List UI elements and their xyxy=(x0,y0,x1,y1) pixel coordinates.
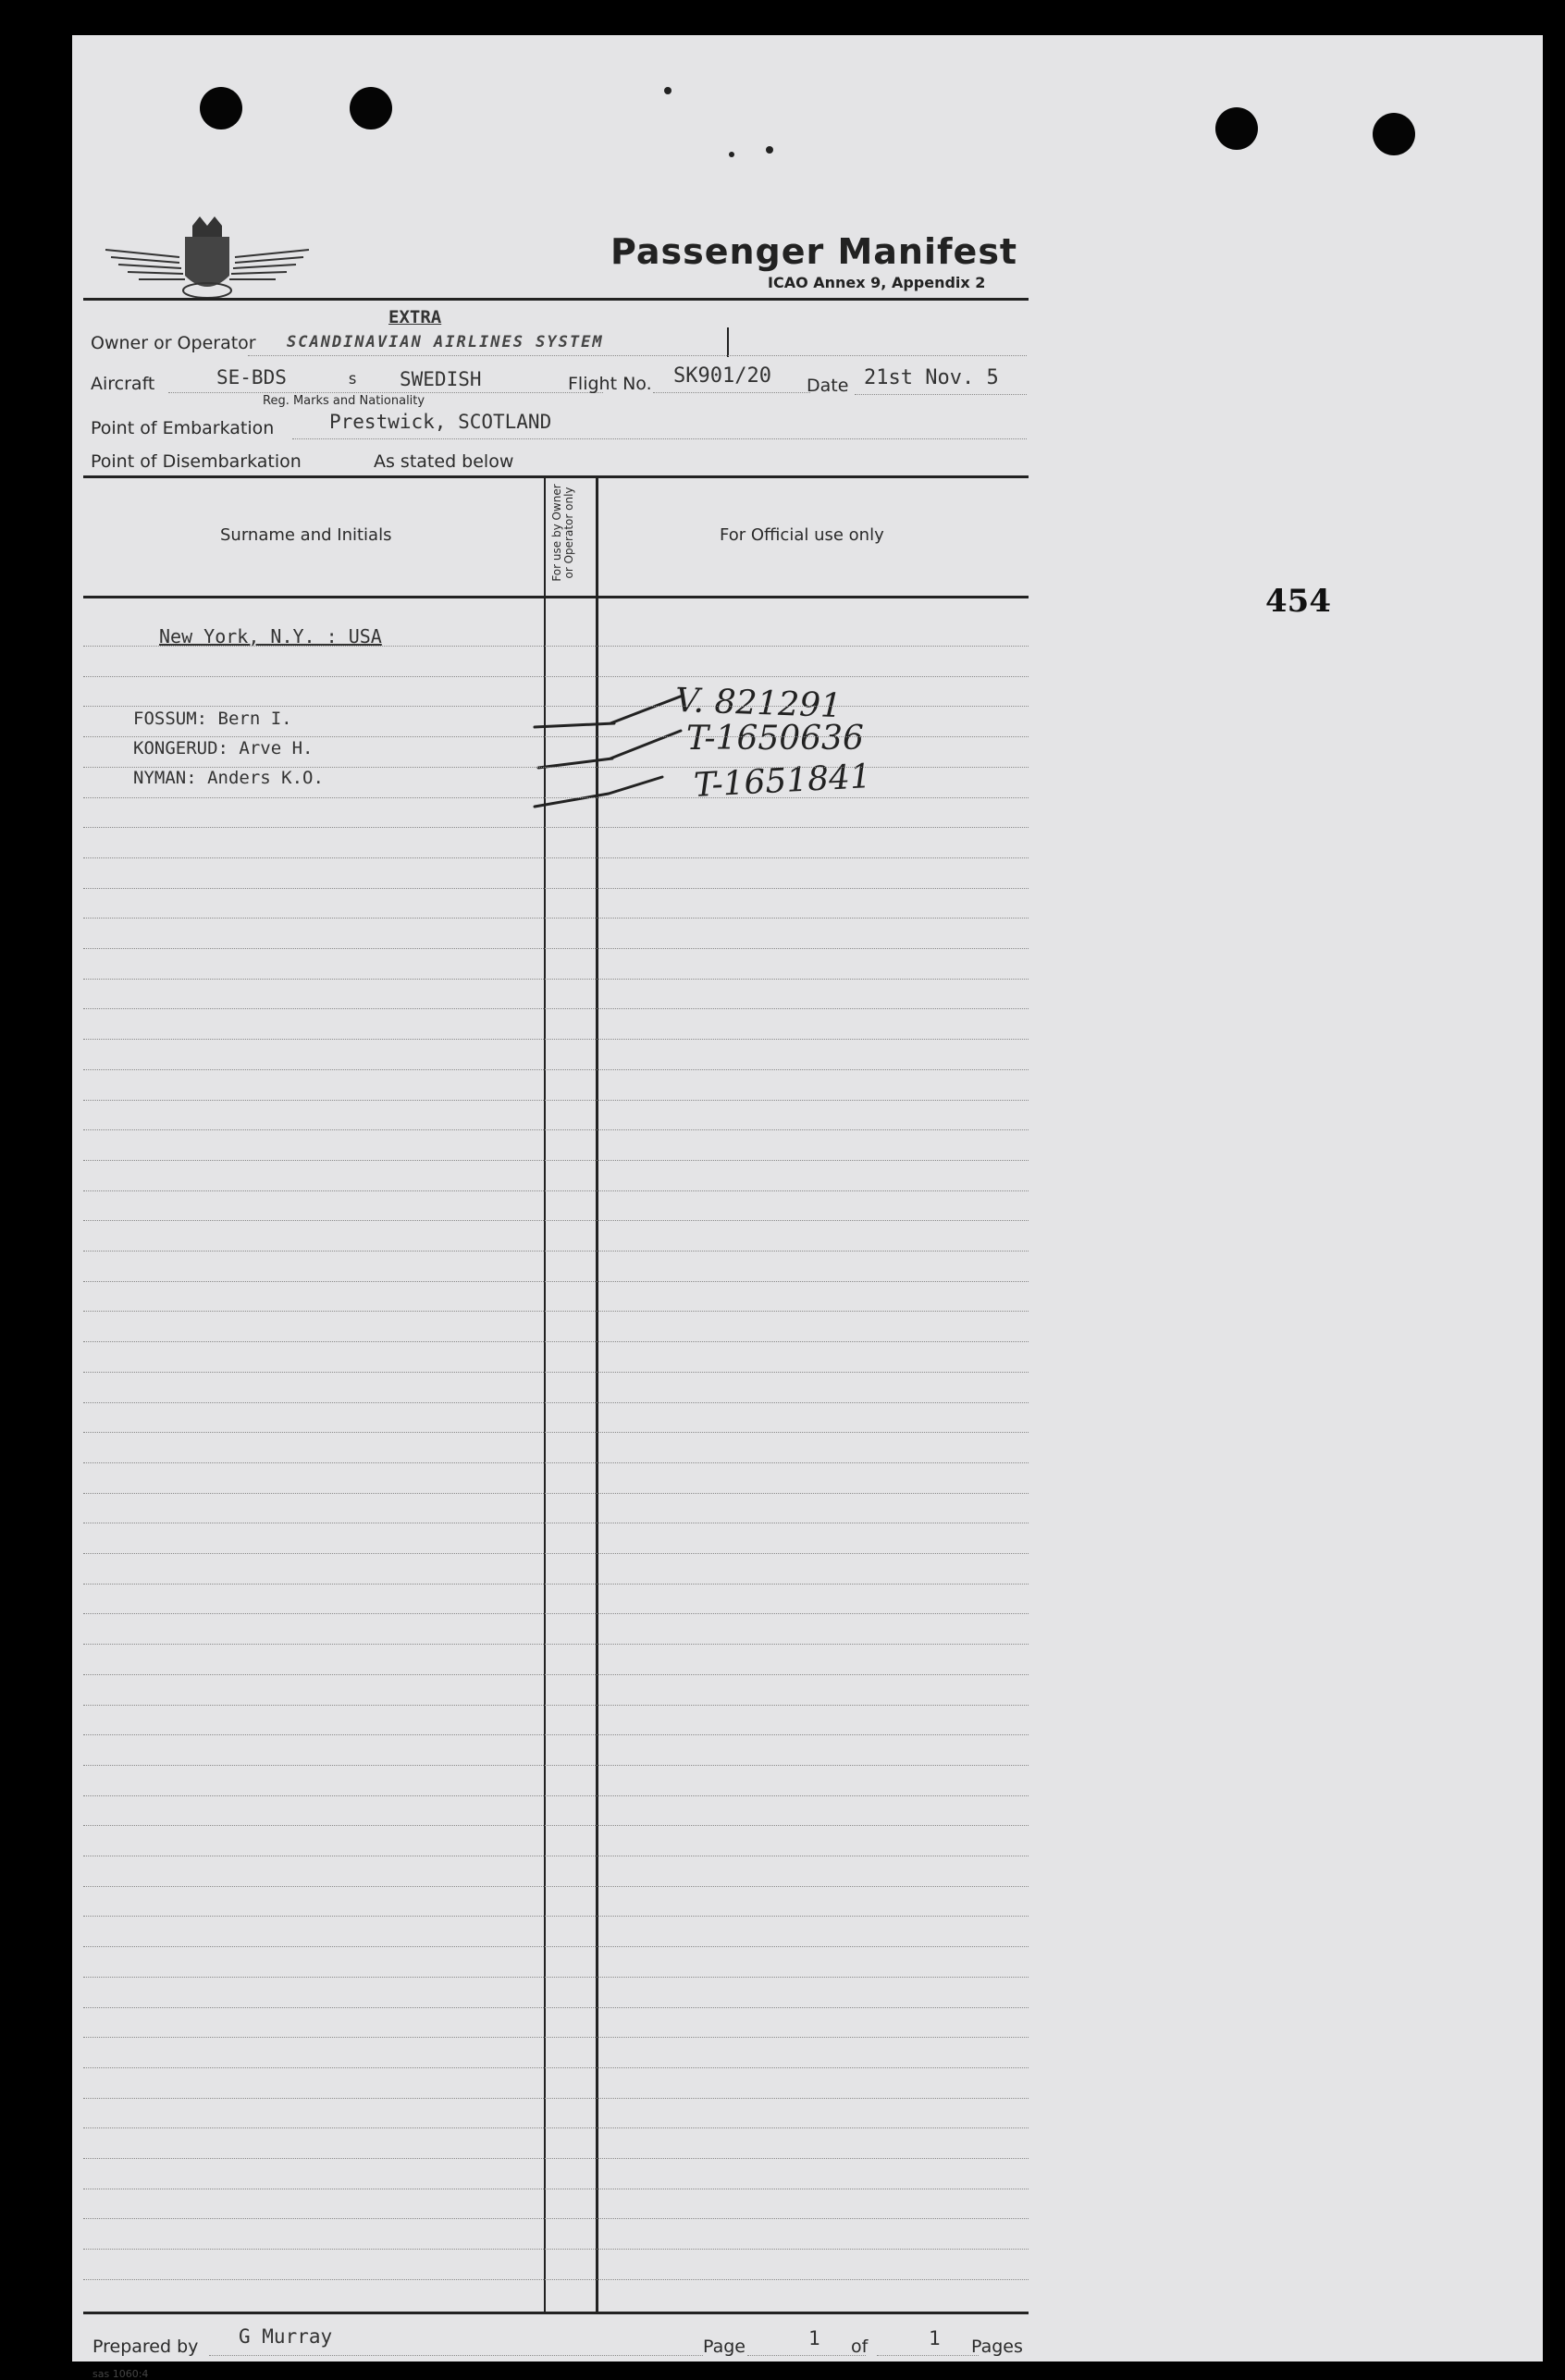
table-header-rule xyxy=(83,596,1029,598)
embark-value: Prestwick, SCOTLAND xyxy=(329,411,552,433)
table-ruled-line xyxy=(83,1825,1029,1826)
table-ruled-line xyxy=(83,797,1029,798)
pages-label: Pages xyxy=(971,2337,1023,2357)
embark-line xyxy=(292,438,1027,439)
table-ruled-line xyxy=(83,1100,1029,1101)
stray-mark xyxy=(664,87,672,94)
table-ruled-line xyxy=(83,1220,1029,1221)
table-ruled-line xyxy=(83,676,1029,677)
page-line xyxy=(747,2355,866,2356)
table-ruled-line xyxy=(83,2007,1029,2008)
table-ruled-line xyxy=(83,1977,1029,1978)
table-ruled-line xyxy=(83,2067,1029,2068)
manifest-subtitle: ICAO Annex 9, Appendix 2 xyxy=(768,274,986,291)
page-number-stamp: 454 xyxy=(1265,583,1331,620)
table-ruled-line xyxy=(83,1584,1029,1585)
table-ruled-line xyxy=(83,2158,1029,2159)
disembark-value: As stated below xyxy=(374,451,514,472)
passenger-name: FOSSUM: Bern I. xyxy=(133,709,292,729)
of-line xyxy=(877,2355,979,2356)
col-official: For Official use only xyxy=(720,525,884,545)
table-ruled-line xyxy=(83,1402,1029,1403)
table-ruled-line xyxy=(83,1553,1029,1554)
table-ruled-line xyxy=(83,827,1029,828)
table-ruled-line xyxy=(83,1613,1029,1614)
table-ruled-line xyxy=(83,1008,1029,1009)
owner-line xyxy=(248,355,1027,356)
table-ruled-line xyxy=(83,1734,1029,1735)
destination-heading: New York, N.Y. : USA xyxy=(159,625,382,647)
manifest-sheet xyxy=(72,35,1543,2380)
prepared-label: Prepared by xyxy=(92,2337,199,2357)
table-ruled-line xyxy=(83,1341,1029,1342)
table-ruled-line xyxy=(83,979,1029,980)
col-owner-use: For use by Owner or Operator only xyxy=(550,484,575,582)
stray-mark xyxy=(766,146,773,154)
table-ruled-line xyxy=(83,918,1029,919)
passenger-official: T-1651841 xyxy=(693,758,872,805)
reg-caption: Reg. Marks and Nationality xyxy=(263,394,425,408)
punch-hole xyxy=(350,87,392,129)
punch-hole xyxy=(1215,107,1258,150)
punch-hole xyxy=(200,87,242,129)
prepared-line xyxy=(209,2355,703,2356)
embark-label: Point of Embarkation xyxy=(91,418,275,438)
of-label: of xyxy=(851,2337,869,2357)
stray-mark xyxy=(729,152,734,157)
table-ruled-line xyxy=(83,1039,1029,1040)
manifest-title: Passenger Manifest xyxy=(610,231,1018,272)
table-ruled-line xyxy=(83,1462,1029,1463)
owner-label: Owner or Operator xyxy=(91,333,256,353)
date-value: 21st Nov. 5 xyxy=(864,366,999,389)
table-ruled-line xyxy=(83,767,1029,768)
table-ruled-line xyxy=(83,1795,1029,1796)
flight-label: Flight No. xyxy=(568,374,652,394)
aircraft-line xyxy=(168,392,603,393)
table-ruled-line xyxy=(83,888,1029,889)
table-ruled-line xyxy=(83,1674,1029,1675)
table-ruled-line xyxy=(83,1916,1029,1917)
date-line xyxy=(855,394,1027,395)
flight-line xyxy=(653,392,810,393)
table-ruled-line xyxy=(83,1705,1029,1706)
date-label: Date xyxy=(807,376,849,396)
aircraft-separator: s xyxy=(348,370,358,388)
col-surname: Surname and Initials xyxy=(220,525,392,545)
table-ruled-line xyxy=(83,1765,1029,1766)
table-ruled-line xyxy=(83,1493,1029,1494)
aircraft-nationality: SWEDISH xyxy=(400,368,482,390)
owner-tick xyxy=(727,327,729,357)
header-rule xyxy=(83,298,1029,301)
punch-hole xyxy=(1373,113,1415,155)
table-ruled-line xyxy=(83,1644,1029,1645)
table-ruled-line xyxy=(83,706,1029,707)
table-ruled-line xyxy=(83,2279,1029,2280)
passenger-name: KONGERUD: Arve H. xyxy=(133,738,314,758)
table-ruled-line xyxy=(83,646,1029,647)
table-ruled-line xyxy=(83,948,1029,949)
table-ruled-line xyxy=(83,1129,1029,1130)
table-ruled-line xyxy=(83,2098,1029,2099)
page-label: Page xyxy=(703,2337,746,2357)
table-ruled-line xyxy=(83,2249,1029,2250)
table-ruled-line xyxy=(83,1160,1029,1161)
aircraft-label: Aircraft xyxy=(91,374,155,394)
table-ruled-line xyxy=(83,857,1029,858)
table-ruled-line xyxy=(83,1069,1029,1070)
table-ruled-line xyxy=(83,1432,1029,1433)
table-ruled-line xyxy=(83,1190,1029,1191)
table-ruled-line xyxy=(83,2037,1029,2038)
table-ruled-line xyxy=(83,736,1029,737)
owner-value: SCANDINAVIAN AIRLINES SYSTEM xyxy=(287,333,604,351)
extra-stamp: EXTRA xyxy=(388,307,442,327)
table-ruled-line xyxy=(83,2218,1029,2219)
form-code: sas 1060:4 xyxy=(92,2368,149,2380)
table-ruled-line xyxy=(83,1251,1029,1252)
table-bottom-rule xyxy=(83,2312,1029,2314)
disembark-label: Point of Disembarkation xyxy=(91,451,302,472)
page-value: 1 xyxy=(808,2327,820,2349)
passenger-official: T-1650636 xyxy=(686,720,864,758)
airline-logo-icon xyxy=(96,209,318,311)
flight-value: SK901/20 xyxy=(673,364,771,388)
table-ruled-line xyxy=(83,1372,1029,1373)
table-ruled-line xyxy=(83,1281,1029,1282)
table-ruled-line xyxy=(83,1946,1029,1947)
aircraft-reg: SE-BDS xyxy=(216,366,287,388)
table-ruled-line xyxy=(83,1886,1029,1887)
table-ruled-line xyxy=(83,1311,1029,1312)
prepared-value: G Murray xyxy=(239,2325,333,2348)
table-ruled-line xyxy=(83,2127,1029,2128)
passenger-official: V. 821291 xyxy=(674,681,843,726)
passenger-name: NYMAN: Anders K.O. xyxy=(133,768,324,788)
of-value: 1 xyxy=(929,2327,941,2349)
